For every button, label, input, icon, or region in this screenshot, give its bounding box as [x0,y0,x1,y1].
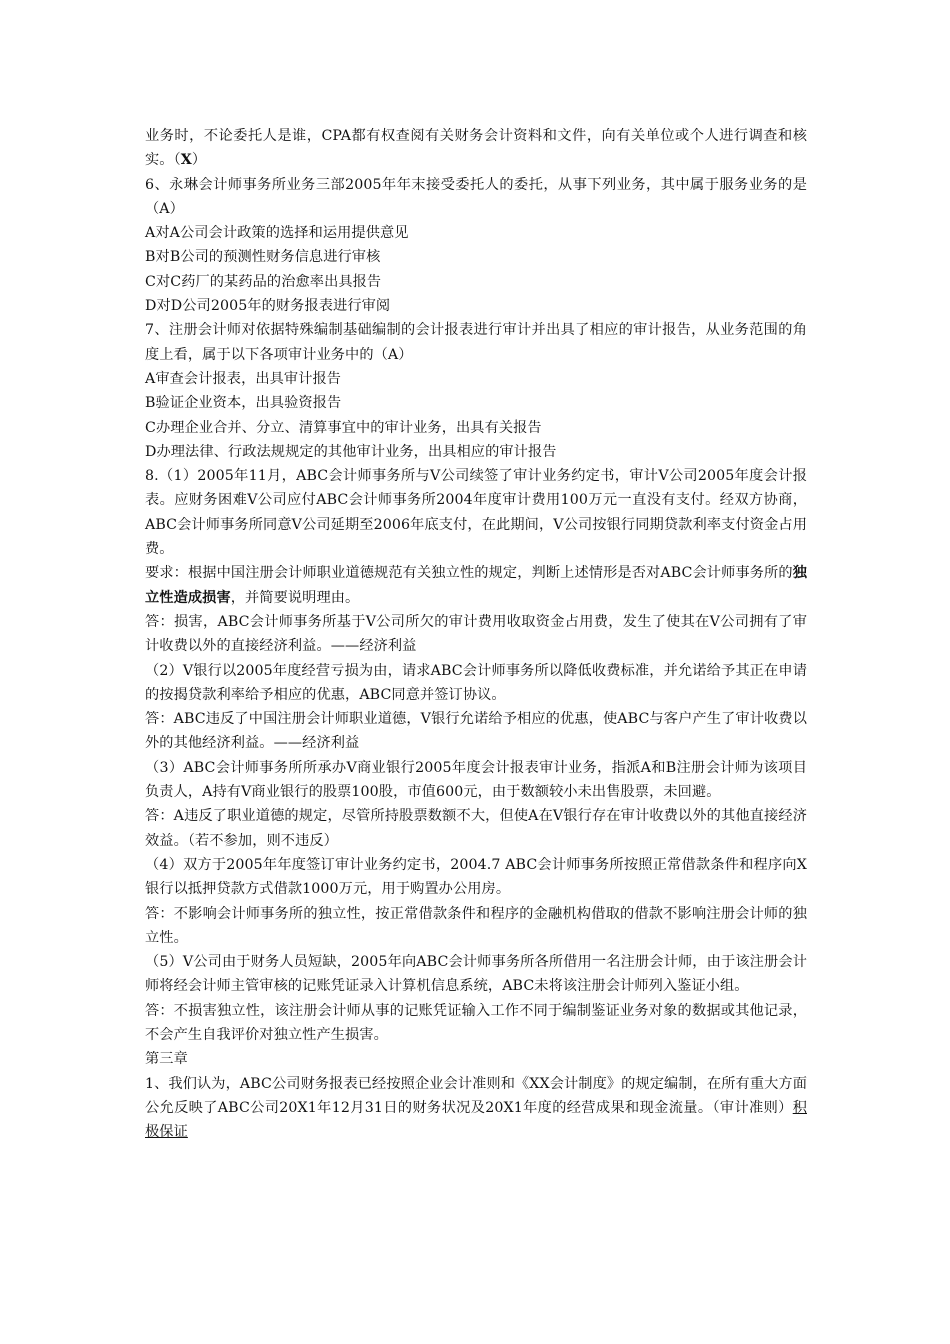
paragraph [145,902,807,951]
bold-text: 独立性造成损害 [145,565,807,606]
paragraph [145,245,807,269]
underlined-text: 积极保证 [145,1099,807,1141]
text-segment: 答：不损害独立性，该注册会计师从事的记账凭证输入工作不同于编制鉴证业务对象的数据或其他记录，不会产生自我评价对独立性产生损害。 [145,1002,807,1043]
document-page [145,124,807,1144]
text-segment: 业务时，不论委托人是谁，CPA都有权查阅有关财务会计资料和文件，向有关单位或个人进行调查和核实。（ [145,128,807,169]
paragraph [145,853,807,902]
paragraph [145,367,807,391]
paragraph [145,318,807,367]
paragraph [145,391,807,415]
paragraph [145,464,807,561]
text-segment: 答：损害，ABC会计师事务所基于V公司所欠的审计费用收取资金占用费，发生了使其在V公司拥有了审计收费以外的直接经济利益。——经济利益 [145,613,807,655]
paragraph [145,1072,807,1145]
text-segment: B对B公司的预测性财务信息进行审核 [145,249,381,266]
text-segment: 答：ABC违反了中国注册会计师职业道德，V银行允诺给予相应的优惠，使ABC与客户产生了审计收费以外的其他经济利益。——经济利益 [145,711,807,752]
paragraph [145,804,807,853]
text-segment: （2）V银行以2005年度经营亏损为由，请求ABC会计师事务所以降低收费标准，并允诺给予其正在申请的按揭贷款利率给予相应的优惠，ABC同意并签订协议。 [145,662,807,703]
text-segment: 答：不影响会计师事务所的独立性，按正常借款条件和程序的金融机构借取的借款不影响注册会计师的独立性。 [145,905,807,946]
paragraph [145,659,807,708]
text-segment: （4）双方于2005年年度签订审计业务约定书，2004.7 ABC会计师事务所按照正常借款条件和程序向X银行以抵押贷款方式借款1000万元，用于购置办公用房。 [145,856,807,898]
paragraph [145,416,807,440]
text-segment: （5）V公司由于财务人员短缺，2005年向ABC会计师事务所各所借用一名注册会计师，由于该注册会计师将经会计师主管审核的记账凭证录入计算机信息系统，ABC未将该注册会计师列入鉴证小组。 [145,954,807,995]
text-segment: ） [191,152,207,169]
text-segment: C对C药厂的某药品的治愈率出具报告 [145,273,382,290]
paragraph [145,561,807,610]
paragraph [145,707,807,756]
paragraph [145,950,807,999]
bold-text: X [180,152,192,169]
text-segment: 第三章 [145,1051,188,1068]
text-segment: D办理法律、行政法规规定的其他审计业务，出具相应的审计报告 [145,443,557,460]
text-segment: A审查会计报表，出具审计报告 [145,370,342,387]
text-segment: ，并简要说明理由。 [230,589,360,606]
text-segment: A对A公司会计政策的选择和运用提供意见 [145,225,409,242]
paragraph [145,1047,807,1071]
text-segment: 1、我们认为，ABC公司财务报表已经按照企业会计准则和《XX会计制度》的规定编制，在所有重大方面公允反映了ABC公司20X1年12月31日的财务状况及20X1年度的经营成果和现金流量。（审计准则） [145,1075,807,1116]
text-segment: （3）ABC会计师事务所所承办V商业银行2005年度会计报表审计业务，指派A和B注册会计师为该项目负责人，A持有V商业银行的股票100股，市值600元，由于数额较小未出售股票，未回避。 [145,759,807,801]
text-segment: C办理企业合并、分立、清算事宜中的审计业务，出具有关报告 [145,419,542,436]
text-segment: 6、永琳会计师事务所业务三部2005年年末接受委托人的委托，从事下列业务，其中属于服务业务的是（A） [145,176,807,217]
paragraph [145,270,807,294]
paragraph [145,124,807,173]
paragraph [145,173,807,222]
paragraph [145,756,807,805]
text-segment: 要求：根据中国注册会计师职业道德规范有关独立性的规定，判断上述情形是否对ABC会计师事务所的 [145,565,793,582]
text-segment: B验证企业资本，出具验资报告 [145,395,342,412]
text-segment: 答：A违反了职业道德的规定，尽管所持股票数额不大，但使A在V银行存在审计收费以外的其他直接经济效益。（若不参加，则不违反） [145,808,807,849]
text-segment: 7、注册会计师对依据特殊编制基础编制的会计报表进行审计并出具了相应的审计报告，从业务范围的角度上看，属于以下各项审计业务中的（A） [145,322,807,363]
paragraph [145,440,807,464]
paragraph [145,221,807,245]
paragraph [145,294,807,318]
text-segment: D对D公司2005年的财务报表进行审阅 [145,298,391,315]
text-segment: 8.（1）2005年11月，ABC会计师事务所与V公司续签了审计业务约定书，审计V公司2005年度会计报表。应财务困难V公司应付ABC会计师事务所2004年度审计费用100万元一直没有支付。经双方协商，ABC会计师事务所同意V公司延期至2006年底支付，在此期间，V公司按银行同期贷款利率支付资金占用费。 [145,468,807,558]
paragraph [145,610,807,659]
paragraph [145,999,807,1048]
